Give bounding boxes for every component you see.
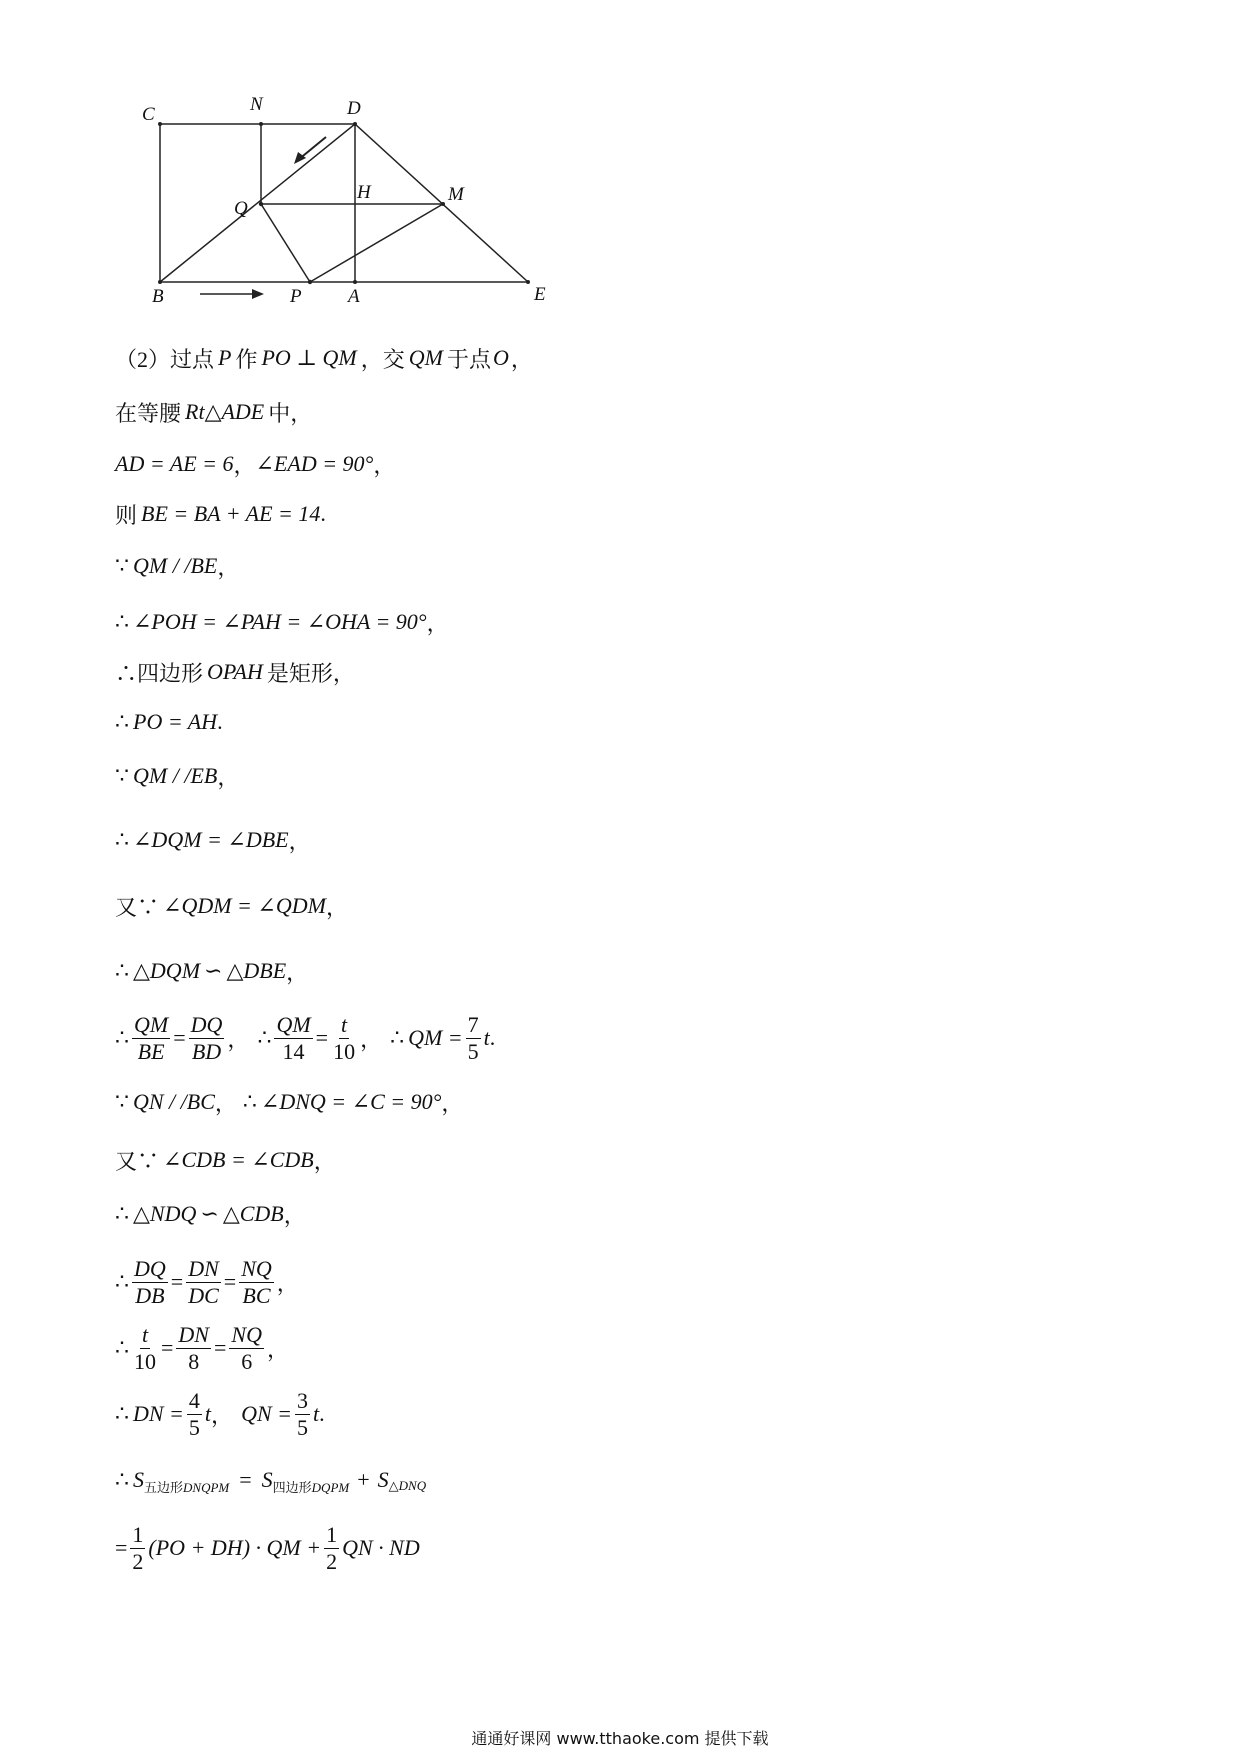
math: OPAH [207, 659, 263, 684]
text: . [319, 1401, 325, 1426]
numerator: 4 [188, 1388, 200, 1414]
text: . [320, 501, 326, 526]
fraction [229, 1323, 264, 1372]
numerator: NQ [241, 1256, 272, 1282]
denominator: BD [191, 1038, 222, 1064]
math: △DBE [226, 958, 287, 983]
geometry-figure [130, 92, 570, 312]
denominator: 10 [134, 1348, 156, 1374]
denominator: 10 [333, 1038, 356, 1064]
numerator: DN [178, 1322, 209, 1348]
denominator: 2 [326, 1548, 338, 1574]
text: ∵ [115, 1089, 129, 1114]
solution-line-1 [115, 338, 533, 378]
text: ， [266, 1336, 289, 1362]
text: ， [233, 452, 256, 478]
denominator: 8 [188, 1348, 200, 1374]
text: 则 [115, 502, 138, 528]
text: 作 [235, 346, 258, 372]
solution-line-7 [115, 652, 355, 692]
denominator: 6 [241, 1348, 253, 1374]
fraction [324, 1523, 339, 1572]
text: = [161, 1335, 174, 1360]
math: ∠EAD = 90° [255, 451, 374, 476]
label-M: M [448, 184, 464, 205]
solution-line-2 [115, 392, 312, 432]
text: ， [276, 1270, 299, 1296]
math: DNQPM [183, 1479, 230, 1495]
numerator: DQ [190, 1012, 223, 1038]
text: ， [283, 1202, 306, 1228]
numerator: t [141, 1322, 149, 1348]
text: ， [286, 959, 309, 985]
fraction [130, 1523, 145, 1572]
solution-line-6 [115, 602, 449, 642]
math: ∠QDM = ∠QDM [163, 893, 326, 918]
solution-line-21 [115, 1518, 420, 1578]
text: 是矩形， [266, 660, 355, 686]
math: QN / /BC [133, 1089, 215, 1114]
solution-line-12 [115, 951, 308, 991]
solution-line-3 [115, 444, 395, 484]
text: + [357, 1467, 370, 1492]
text: 五边形 [144, 1479, 184, 1495]
label-H: H [357, 182, 371, 203]
math: ∠POH = ∠PAH = ∠OHA = 90° [133, 609, 427, 634]
text: ∴ [115, 1335, 129, 1360]
text: 四边形 [272, 1479, 312, 1495]
math: QN · ND [342, 1535, 420, 1560]
math: PO ⊥ QM [261, 345, 357, 370]
math: QM / /EB [133, 763, 218, 788]
numerator: t [341, 1012, 348, 1038]
text: 在等腰 [115, 400, 182, 426]
fraction [331, 1013, 357, 1062]
text: ∽ [204, 958, 223, 983]
math: △NDQ [133, 1201, 197, 1226]
text: ， [214, 1090, 237, 1116]
math: S [133, 1467, 144, 1492]
math: QM [408, 345, 443, 370]
math: ∠CDB = ∠CDB [163, 1147, 314, 1172]
math: AD = AE = 6 [115, 451, 234, 476]
math: S [377, 1467, 389, 1492]
math: P [218, 345, 232, 370]
fraction [274, 1013, 312, 1062]
math: t [312, 1401, 320, 1426]
math: PO = AH [133, 709, 218, 734]
numerator: QM [134, 1012, 169, 1038]
solution-line-16 [115, 1194, 306, 1234]
numerator: 7 [467, 1012, 479, 1038]
fraction [132, 1323, 158, 1372]
text: 中， [268, 400, 313, 426]
text: ， [211, 1402, 234, 1428]
text: ∴ [115, 1269, 129, 1294]
text: （2）过点 [115, 346, 215, 372]
fraction [239, 1257, 274, 1306]
solution-line-17 [115, 1252, 299, 1312]
solution-line-19 [115, 1384, 325, 1444]
text: ， [227, 1026, 250, 1052]
math: ∠DQM = ∠DBE [133, 827, 289, 852]
label-E: E [534, 284, 546, 305]
fraction [295, 1389, 310, 1438]
denominator: 5 [467, 1038, 479, 1064]
numerator: 1 [132, 1522, 144, 1548]
text: ， [426, 610, 449, 636]
math: QM = [408, 1025, 463, 1050]
text: ∴ [115, 958, 129, 983]
solution-line-13 [115, 1008, 495, 1068]
text: ， [510, 346, 533, 372]
denominator: DB [135, 1282, 165, 1308]
numerator: QM [276, 1012, 311, 1038]
text: 又∵ [115, 894, 160, 920]
solution-line-4 [115, 494, 326, 534]
solution-line-8 [115, 702, 223, 742]
text: ∴ [390, 1025, 405, 1050]
math: ∠DNQ = ∠C = 90° [260, 1089, 442, 1114]
subscript: △DNQ [388, 1478, 427, 1493]
fraction [189, 1013, 225, 1062]
fraction [132, 1013, 170, 1062]
text: ∴ [115, 1201, 129, 1226]
solution-line-20 [115, 1460, 426, 1500]
solution-line-15 [115, 1140, 336, 1180]
math: t [204, 1401, 212, 1426]
math: DN = [133, 1401, 184, 1426]
text: ， [217, 554, 240, 580]
text: ，交 [360, 346, 405, 372]
text: ∴ [257, 1025, 272, 1050]
numerator: DQ [134, 1256, 166, 1282]
text: . [489, 1025, 496, 1050]
text: ， [313, 1148, 336, 1174]
text: ∵ [115, 763, 129, 788]
label-P: P [290, 286, 302, 307]
math: QN = [241, 1401, 292, 1426]
numerator: NQ [231, 1322, 262, 1348]
denominator: DC [188, 1282, 219, 1308]
math: O [492, 345, 509, 370]
math: (PO + DH) · QM + [148, 1535, 322, 1560]
fraction [187, 1389, 202, 1438]
text: = [239, 1467, 252, 1492]
label-B: B [152, 286, 164, 307]
label-N: N [250, 94, 263, 115]
label-D: D [347, 98, 361, 119]
solution-line-14 [115, 1082, 463, 1122]
denominator: BC [242, 1282, 271, 1308]
math: QM / /BE [133, 553, 218, 578]
text: ， [217, 764, 240, 790]
label-C: C [142, 104, 155, 125]
text: = [115, 1535, 128, 1560]
text: ， [288, 828, 311, 854]
math: △CDB [222, 1201, 284, 1226]
text: ， [325, 894, 348, 920]
text: = [315, 1025, 329, 1050]
subscript [273, 1477, 350, 1496]
text: ∴ [115, 1025, 129, 1050]
denominator: BE [137, 1038, 165, 1064]
numerator: 3 [296, 1388, 308, 1414]
label-Q: Q [234, 198, 248, 219]
denominator: 5 [296, 1414, 308, 1440]
text: ∴ [242, 1089, 257, 1114]
fraction [186, 1257, 221, 1306]
math: DQPM [311, 1479, 350, 1495]
text: ， [373, 452, 396, 478]
text: 于点 [446, 346, 491, 372]
text: ∽ [200, 1201, 219, 1226]
denominator: 2 [132, 1548, 144, 1574]
math: S [261, 1467, 273, 1492]
text: 又∵ [115, 1148, 160, 1174]
math: BE = BA + AE = 14 [141, 501, 321, 526]
solution-line-9 [115, 756, 239, 796]
math: t [483, 1025, 490, 1050]
solution-line-11 [115, 886, 348, 926]
text: ∴ [115, 827, 129, 852]
solution-line-5 [115, 546, 239, 586]
label-A: A [348, 286, 360, 307]
fraction [466, 1013, 481, 1062]
numerator: 1 [326, 1522, 338, 1548]
text: . [217, 709, 223, 734]
fraction [176, 1323, 211, 1372]
text: ， [360, 1026, 383, 1052]
fraction [132, 1257, 168, 1306]
denominator: 14 [282, 1038, 305, 1064]
subscript [144, 1477, 229, 1496]
text: = [213, 1335, 227, 1360]
text: = [223, 1269, 237, 1294]
text: ， [441, 1090, 464, 1116]
solution-line-10 [115, 820, 311, 860]
denominator: 5 [188, 1414, 200, 1440]
text: = [173, 1025, 186, 1050]
text: ∴ [115, 1467, 129, 1492]
numerator: DN [188, 1256, 219, 1282]
text: ∴ [115, 1401, 129, 1426]
math: △DQM [133, 958, 201, 983]
text: = [170, 1269, 184, 1294]
solution-line-18 [115, 1318, 289, 1378]
text: ∴四边形 [115, 660, 204, 686]
math: Rt△ADE [185, 399, 265, 424]
text: ∴ [115, 709, 129, 734]
text: ∴ [115, 609, 129, 634]
page-footer: 通通好课网 www.tthaoke.com 提供下载 [471, 1729, 769, 1748]
text: ∵ [115, 553, 129, 578]
